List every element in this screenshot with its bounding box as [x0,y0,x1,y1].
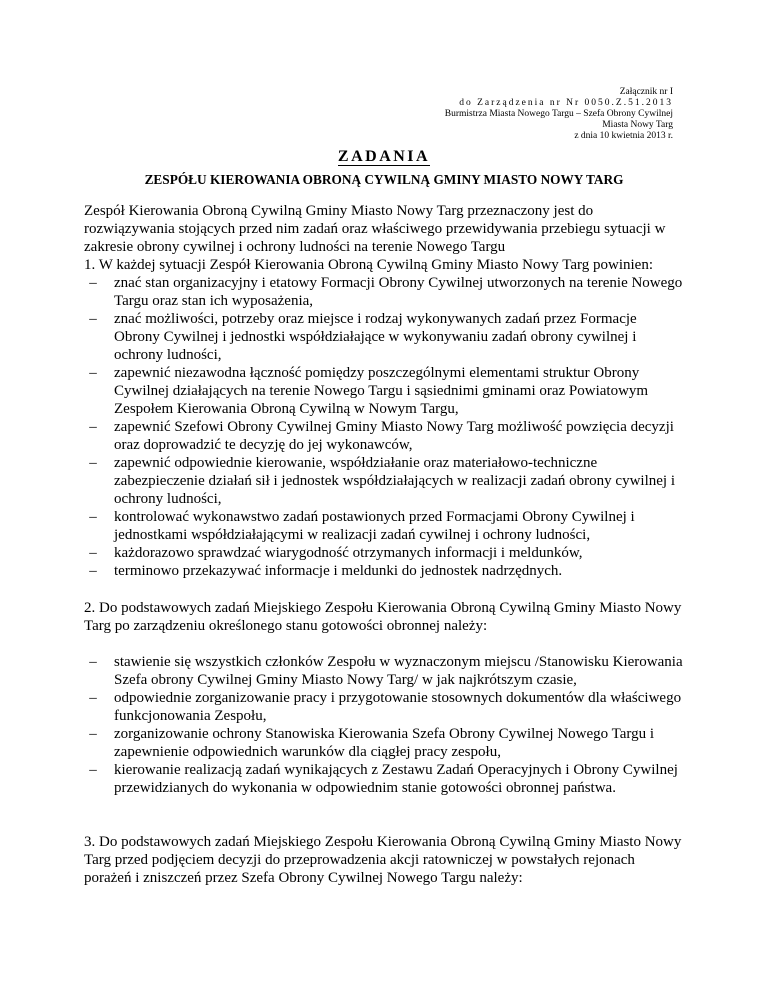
annex-ordinance: do Zarządzenia nr Nr 0050.Z.51.2013 [459,98,673,108]
list-item-text: zapewnić Szefowi Obrony Cywilnej Gminy Miasto Nowy Targ możliwość powzięcia decyzji oraz doprowadzić te decyzję do jej wykonawców, [114,419,674,453]
list-item-text: stawienie się wszystkich członków Zespołu w wyznaczonym miejscu /Stanowisku Kierowania Szefa obrony Cywilnej Gminy Miasto Nowy Targ/ w jak najkrótszym czasie, [114,654,683,688]
dash-bullet: – [89,690,97,706]
annex-issuer: Burmistrza Miasta Nowego Targu – Szefa Obrony Cywilnej [444,109,673,119]
annex-number: Załącznik nr I [619,87,673,97]
dash-bullet: – [89,275,97,291]
dash-bullet: – [89,311,97,327]
dash-bullet: – [89,762,97,778]
annex-header [445,87,673,142]
section-1-list [84,274,686,580]
list-item-text: zapewnić odpowiednie kierowanie, współdziałanie oraz materiałowo-techniczne zabezpieczenie działań sił i jednostek współdziałających w realizacji zadań obrony cywilnej i ochrony ludności, [114,455,675,507]
dash-bullet: – [89,726,97,742]
list-item [84,761,686,797]
dash-bullet: – [89,419,97,435]
document-subtitle: ZESPÓŁU KIEROWANIA OBRONĄ CYWILNĄ GMINY MIASTO NOWY TARG [144,172,624,187]
dash-bullet: – [89,563,97,579]
dash-bullet: – [89,509,97,525]
intro-paragraph: Zespół Kierowania Obroną Cywilną Gminy Miasto Nowy Targ przeznaczony jest do rozwiązywania stojących przed nim zadań oraz właściwego przewidywania przebiegu sytuacji w zakresie obrony cywilnej i ochrony ludności na terenie Nowego Targu [84,203,666,255]
list-item-text: odpowiednie zorganizowanie pracy i przygotowanie stosownych dokumentów dla właściwego funkcjonowania Zespołu, [114,690,682,724]
list-item-text: terminowo przekazywać informacje i meldunki do jednostek nadrzędnych. [114,563,563,579]
list-item [84,653,686,689]
list-item [84,544,686,562]
document-title-text: ZADANIA [337,148,431,165]
list-item-text: zorganizowanie ochrony Stanowiska Kierowania Szefa Obrony Cywilnej Nowego Targu i zapewnienie odpowiednich warunków dla ciągłej pracy zespołu, [114,726,655,760]
list-item-text: każdorazowo sprawdzać wiarygodność otrzymanych informacji i meldunków, [114,545,583,561]
section-1 [84,256,686,580]
list-item [84,725,686,761]
section-2-heading: 2. Do podstawowych zadań Miejskiego Zespołu Kierowania Obroną Cywilną Gminy Miasto Nowy Targ po zarządzeniu określonego stanu gotowości obronnej należy: [84,600,682,634]
annex-city: Miasta Nowy Targ [602,120,673,130]
section-2-list [84,653,686,797]
document-title [0,148,768,166]
list-item [84,508,686,544]
dash-bullet: – [89,545,97,561]
dash-bullet: – [89,654,97,670]
section-3-heading: 3. Do podstawowych zadań Miejskiego Zespołu Kierowania Obroną Cywilną Gminy Miasto Nowy Targ przed podjęciem decyzji do przeprowadzenia akcji ratowniczej w powstałych rejonach porażeń i zniszczeń przez Szefa Obrony Cywilnej Nowego Targu należy: [84,834,682,886]
list-item [84,454,686,508]
section-3 [84,833,686,887]
dash-bullet: – [89,365,97,381]
dash-bullet: – [89,455,97,471]
annex-date: z dnia 10 kwietnia 2013 r. [574,131,673,141]
list-item-text: kontrolować wykonawstwo zadań postawionych przed Formacjami Obrony Cywilnej i jednostkami współdziałającymi w realizacji zadań cywilnej i ochrony ludności, [114,509,635,543]
list-item [84,274,686,310]
list-item-text: znać stan organizacyjny i etatowy Formacji Obrony Cywilnej utworzonych na terenie Nowego Targu oraz stan ich wyposażenia, [114,275,683,309]
list-item [84,364,686,418]
list-item-text: kierowanie realizacją zadań wynikających z Zestawu Zadań Operacyjnych i Obrony Cywilnej przewidzianych do wykonania w odpowiednim stanie gotowości obronnej państwa. [114,762,678,796]
list-item [84,418,686,454]
list-item [84,310,686,364]
list-item [84,562,686,580]
list-item-text: zapewnić niezawodna łączność pomiędzy poszczególnymi elementami struktur Obrony Cywilnej działających na terenie Nowego Targu i sąsiednimi gminami oraz Powiatowym Zespołem Kierowania Obroną Cywilną w Nowym Targu, [114,365,649,417]
list-item-text: znać możliwości, potrzeby oraz miejsce i rodzaj wykonywanych zadań przez Formacje Obrony Cywilnej i jednostki współdziałające w wykonywaniu zadań obrony cywilnej i ochrony ludności, [114,311,637,363]
section-2 [84,599,686,797]
list-item [84,689,686,725]
section-1-heading: 1. W każdej sytuacji Zespół Kierowania Obroną Cywilną Gminy Miasto Nowy Targ powinien: [84,257,653,273]
